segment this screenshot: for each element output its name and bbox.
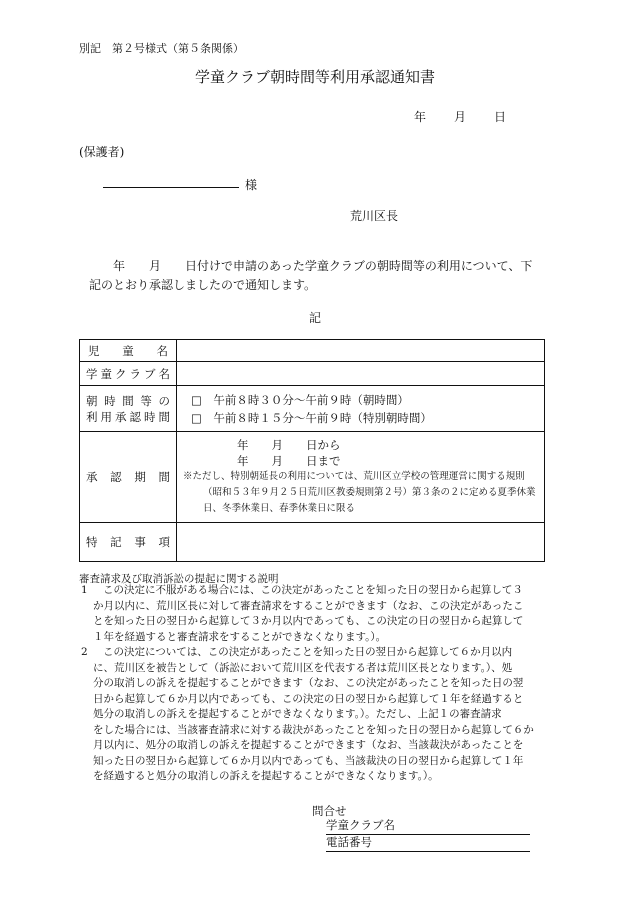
appeal-item-number: 1 xyxy=(81,584,88,596)
appeal-item-2: 2 この決定については、この決定があったことを知った日の翌日から起算して６か月以内 に、荒川区を被告として（訴訟において荒川区を代表する者は荒川区長となります。）、処 分の取消しの訴えを提起することができます（なお、この決定があったことを知った日の翌 日から起算して６か月以内であっても、この決定の日の翌日から起算して１年を経過すると 処分の取消しの訴えを提起することができなくなります。）。ただし、上記１の審査請求 をした場合には、当該審査請求に対する裁決があったことを知った日の翌日から起算して６か 月以内に、処分の取消しの訴えを提起することができます（なお、当該裁決があったことを 知った日の翌日から起算して６か月以内であっても、当該裁決の日の翌日から起算して１年 を経過すると処分の取消しの訴えを提起することができなくなります。）。 xyxy=(81,646,534,782)
child-name-label: 児童名 xyxy=(80,340,177,362)
issue-date xyxy=(414,108,506,125)
table-row-club-name xyxy=(80,362,545,386)
period-from: 年 月 日から xyxy=(237,438,341,452)
table-row-period xyxy=(80,432,545,523)
period-to: 年 月 日まで xyxy=(237,454,341,468)
issuer-name: 荒川区長 xyxy=(350,209,399,223)
period-note: ※ただし、特別朝延長の利用については、荒川区立学校の管理運営に関する規則 （昭和５３年９月２５日荒川区教委規則第２号）第３条の２に定める夏季休業 日、冬季休業日、春季休業日に限る xyxy=(183,471,536,514)
contact-club-name-line xyxy=(326,818,530,835)
contact-club-label: 学童クラブ名 xyxy=(326,818,395,832)
date-month-label: 月 xyxy=(454,110,467,124)
contact-phone-line xyxy=(326,835,530,852)
contact-heading: 問合せ xyxy=(312,804,347,818)
contact-phone-label: 電話番号 xyxy=(326,835,372,849)
addressee-honorific: 様 xyxy=(245,178,258,192)
time-label: 朝時間等の 利用承認時間 xyxy=(80,386,177,432)
table-row-remarks xyxy=(80,523,545,562)
document-title: 学童クラブ朝時間等利用承認通知書 xyxy=(194,68,435,86)
date-year-label: 年 xyxy=(414,110,427,124)
notice-body xyxy=(89,257,549,295)
time-option-special-morning[interactable]: □ 午前８時１５分～午前９時（特別朝時間） xyxy=(191,410,432,425)
approval-table xyxy=(79,339,545,562)
remarks-value xyxy=(177,523,545,562)
notice-body-line-1: 年 月 日付けで申請のあった学童クラブの朝時間等の利用について、下 xyxy=(113,259,533,273)
club-name-label: 学童クラブ名 xyxy=(80,362,177,386)
notice-body-line-2: 記のとおり承認しましたので通知します。 xyxy=(89,278,317,292)
table-row-child-name xyxy=(80,340,545,362)
child-name-value xyxy=(177,340,545,362)
table-row-time xyxy=(80,386,545,432)
period-value xyxy=(177,432,545,523)
appeal-item-1: 1 この決定に不服がある場合には、この決定があったことを知った日の翌日から起算して３ か月以内に、荒川区長に対して審査請求をすることができます（なお、この決定があったこ とを知った日の翌日から起算して３か月以内であっても、この決定の日の翌日から起算して １年を経過すると審査請求をすることができなくなります。）。 xyxy=(81,584,524,643)
date-day-label: 日 xyxy=(494,110,507,124)
addressee-name-line xyxy=(103,187,239,188)
appeal-heading: 審査請求及び取消訴訟の提起に関する説明 xyxy=(79,573,279,585)
guardian-label: (保護者) xyxy=(79,145,125,159)
form-number-label: 別記 第２号様式（第５条関係） xyxy=(79,42,244,55)
period-label: 承認期間 xyxy=(80,432,177,523)
time-option-morning[interactable]: □ 午前８時３０分～午前９時（朝時間） xyxy=(191,392,409,407)
ki-heading: 記 xyxy=(308,311,321,325)
remarks-label: 特記事項 xyxy=(80,523,177,562)
appeal-item-number: 2 xyxy=(81,646,88,658)
club-name-value xyxy=(177,362,545,386)
appeal-explanation xyxy=(79,583,545,785)
time-options xyxy=(177,386,545,432)
